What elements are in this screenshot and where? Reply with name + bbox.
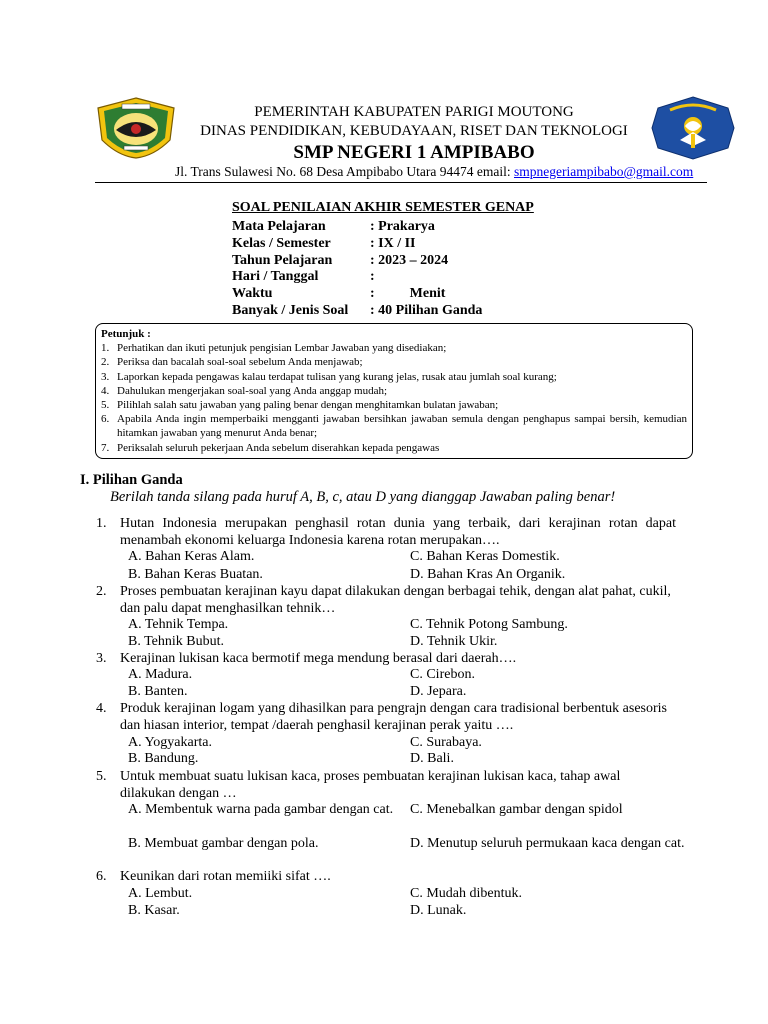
question-number: 6.	[96, 869, 107, 884]
question-text: Kerajinan lukisan kaca bermotif mega mendung berasal dari daerah….	[120, 651, 517, 666]
instruction-item	[101, 355, 687, 369]
info-value: : Prakarya	[370, 219, 435, 234]
question-item	[96, 515, 676, 549]
question-text: Produk kerajinan logam yang dihasilkan para pengrajn dengan cara tradisional berbentuk asesoris dan hiasan interior, tempat /daerah penghasil kerajinan perak yaitu ….	[120, 701, 667, 733]
instruction-item	[101, 412, 687, 440]
question-number: 2.	[96, 584, 107, 599]
instructions-box	[95, 323, 693, 459]
question-number: 4.	[96, 701, 107, 716]
option-d	[410, 835, 695, 852]
instruction-text: Laporkan kepada pengawas kalau terdapat tulisan yang kurang jelas, rusak atau jumlah soal kurang;	[117, 370, 557, 383]
section-instruction: Berilah tanda silang pada huruf A, B, c, atau D yang dianggap Jawaban paling benar!	[110, 489, 616, 505]
info-row	[232, 236, 416, 252]
info-value: : 2023 – 2024	[370, 253, 449, 268]
question-item	[96, 868, 676, 885]
option-d: D. Tehnik Ukir.	[410, 634, 498, 649]
option-d-text: D. Menutup seluruh permukaan kaca dengan cat.	[410, 836, 685, 851]
instruction-number: 7.	[101, 441, 110, 454]
info-row	[232, 286, 445, 302]
school-address	[175, 164, 693, 180]
email-link[interactable]: smpnegeriampibabo@gmail.com	[513, 164, 694, 179]
option-c: C. Mudah dibentuk.	[410, 886, 522, 901]
option-d: D. Lunak.	[410, 903, 467, 918]
instruction-number: 6.	[101, 413, 110, 426]
question-text: Untuk membuat suatu lukisan kaca, proses pembuatan kerajinan lukisan kaca, tahap awal dilakukan dengan …	[120, 769, 621, 801]
info-row	[232, 253, 448, 269]
option-a: A. Yogyakarta.	[128, 735, 212, 750]
option-a	[128, 801, 400, 818]
info-row	[232, 303, 482, 319]
option-c: C. Menebalkan gambar dengan spidol	[410, 802, 623, 817]
option-a-text: A. Membentuk warna pada gambar dengan cat.	[128, 802, 394, 817]
instruction-item	[101, 441, 687, 455]
instruction-text: Periksa dan bacalah soal-soal sebelum Anda menjawab;	[117, 356, 363, 369]
question-number: 3.	[96, 651, 107, 666]
option-c: C. Cirebon.	[410, 667, 475, 682]
instruction-text: Pilihlah salah satu jawaban yang paling benar dengan menghitamkan bulatan jawaban;	[117, 399, 499, 412]
option-a: A. Madura.	[128, 667, 193, 682]
option-b: B. Banten.	[128, 684, 188, 699]
option-c: C. Tehnik Potong Sambung.	[410, 617, 568, 632]
option-a: A. Lembut.	[128, 886, 193, 901]
option-b: B. Kasar.	[128, 903, 180, 918]
info-label: Waktu	[232, 286, 273, 301]
info-value: : Menit	[370, 286, 446, 301]
question-item	[96, 583, 676, 617]
address-text: Jl. Trans Sulawesi No. 68 Desa Ampibabo Utara 94474 email:	[175, 164, 514, 179]
instruction-text: Perhatikan dan ikuti petunjuk pengisian Lembar Jawaban yang disediakan;	[117, 342, 447, 355]
question-item	[96, 768, 676, 802]
info-label: Mata Pelajaran	[232, 219, 326, 234]
instruction-item	[101, 341, 687, 355]
question-item	[96, 700, 676, 734]
question-text: Proses pembuatan kerajinan kayu dapat dilakukan dengan berbagai tehik, dengan alat pahat, cukil, dan palu dapat menghasilkan tehnik…	[120, 584, 671, 616]
instruction-number: 4.	[101, 384, 110, 397]
instruction-number: 1.	[101, 342, 110, 355]
instruction-item	[101, 384, 687, 398]
info-value: : 40 Pilihan Ganda	[370, 303, 483, 318]
question-text: Keunikan dari rotan memiiki sifat ….	[120, 869, 331, 884]
info-label: Banyak / Jenis Soal	[232, 303, 349, 318]
question-number: 1.	[96, 516, 107, 531]
info-row	[232, 219, 435, 235]
option-c: C. Bahan Keras Domestik.	[410, 549, 560, 564]
info-value: : IX / II	[370, 236, 416, 251]
info-label: Kelas / Semester	[232, 236, 331, 251]
option-b: B. Bahan Keras Buatan.	[128, 567, 263, 582]
option-a: A. Bahan Keras Alam.	[128, 549, 255, 564]
section-title: I. Pilihan Ganda	[80, 472, 183, 488]
info-row	[232, 269, 375, 285]
option-c: C. Surabaya.	[410, 735, 482, 750]
question-number: 5.	[96, 769, 107, 784]
option-d: D. Bali.	[410, 751, 454, 766]
instruction-number: 5.	[101, 399, 110, 412]
instruction-text: Apabila Anda ingin memperbaiki mengganti jawaban bersihkan jawaban semula dengan penghapus sampai bersih, kemudian hitamkan jawaban yang menurut Anda benar;	[117, 413, 687, 440]
instruction-text: Dahulukan mengerjakan soal-soal yang Anda anggap mudah;	[117, 384, 388, 397]
header-government: PEMERINTAH KABUPATEN PARIGI MOUTONG	[254, 104, 574, 120]
info-label: Tahun Pelajaran	[232, 253, 333, 268]
instruction-item	[101, 398, 687, 412]
instruction-number: 2.	[101, 356, 110, 369]
info-value: :	[370, 269, 375, 284]
option-d: D. Bahan Kras An Organik.	[410, 567, 566, 582]
option-b: B. Membuat gambar dengan pola.	[128, 836, 319, 851]
instruction-item	[101, 370, 687, 384]
info-label: Hari / Tanggal	[232, 269, 319, 284]
option-d: D. Jepara.	[410, 684, 467, 699]
header-divider	[95, 182, 707, 183]
header-department: DINAS PENDIDIKAN, KEBUDAYAAN, RISET DAN TEKNOLOGI	[200, 123, 628, 139]
exam-title: SOAL PENILAIAN AKHIR SEMESTER GENAP	[232, 200, 534, 215]
instruction-number: 3.	[101, 370, 110, 383]
option-b: B. Tehnik Bubut.	[128, 634, 224, 649]
instructions-title: Petunjuk :	[101, 328, 151, 340]
question-item	[96, 650, 676, 667]
option-b: B. Bandung.	[128, 751, 199, 766]
instruction-text: Periksalah seluruh pekerjaan Anda sebelum diserahkan kepada pengawas	[117, 441, 440, 454]
school-name: SMP NEGERI 1 AMPIBABO	[293, 142, 535, 163]
option-a: A. Tehnik Tempa.	[128, 617, 229, 632]
question-text: Hutan Indonesia merupakan penghasil rotan dunia yang terbaik, dari kerajinan rotan dapat menambah ekonomi keluarga Indonesia karena rotan merupakan….	[120, 516, 676, 548]
